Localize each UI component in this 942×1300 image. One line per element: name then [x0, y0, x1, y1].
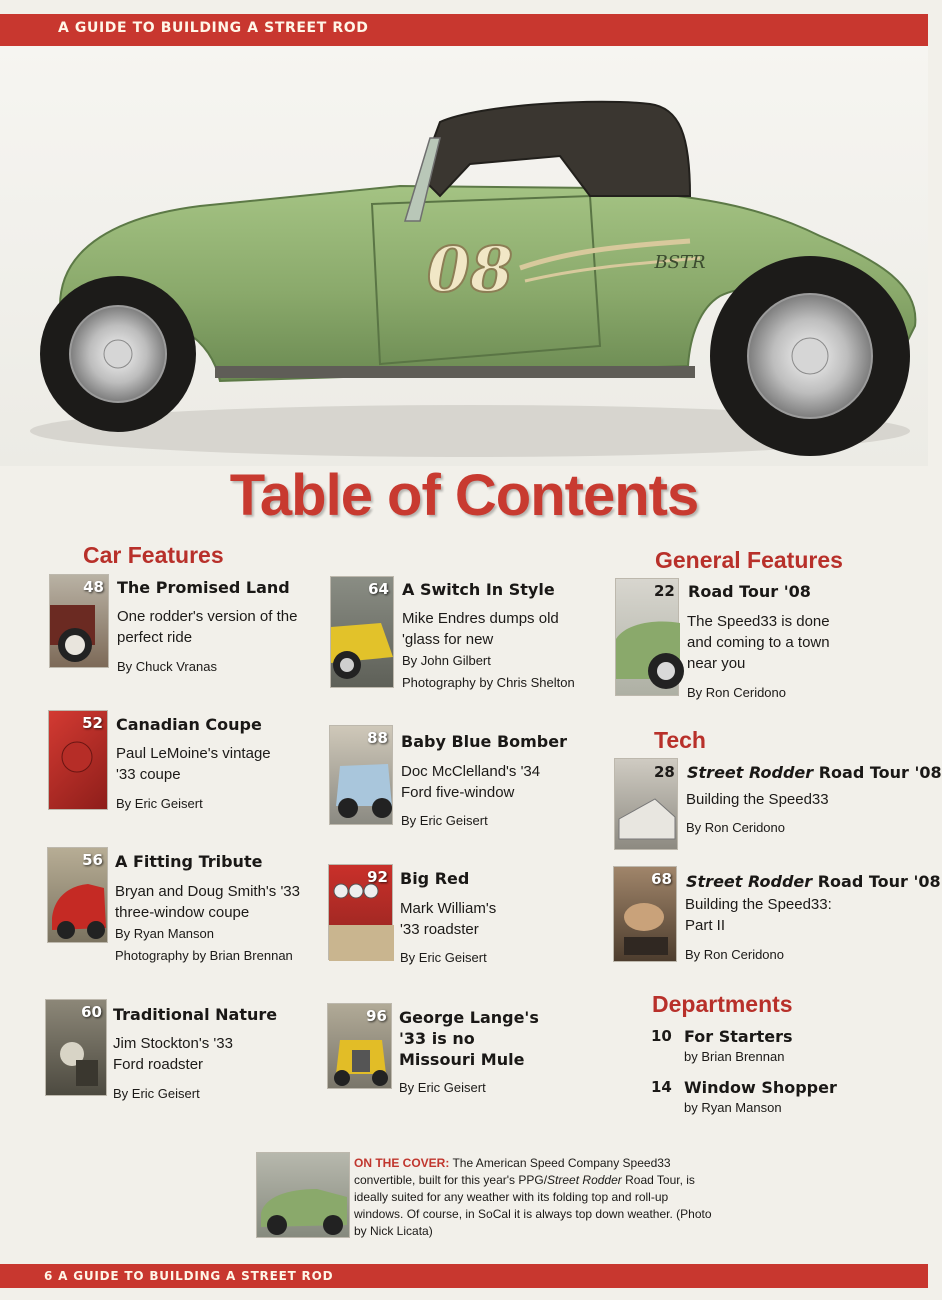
- article-description: One rodder's version of the perfect ride: [117, 608, 298, 646]
- page-number: 68: [651, 870, 672, 888]
- article-byline: By Eric Geisert: [116, 796, 203, 811]
- article-description: Mark William's '33 roadster: [400, 900, 497, 938]
- article-thumbnail[interactable]: [49, 574, 109, 668]
- article-byline: By Eric Geisert: [400, 950, 487, 965]
- hero-badge: BSTR: [654, 252, 706, 273]
- article-byline: By Eric Geisert: [113, 1086, 200, 1101]
- page-number: 96: [366, 1007, 387, 1025]
- article-description: Building the Speed33: [686, 791, 829, 808]
- article-thumbnail[interactable]: [48, 710, 108, 810]
- article-description: Mike Endres dumps old 'glass for new: [402, 610, 559, 648]
- article-title[interactable]: George Lange's '33 is no Missouri Mule: [399, 1008, 539, 1069]
- article-byline: By Eric Geisert: [401, 813, 488, 828]
- cover-caption: ON THE COVER: The American Speed Company Speed33 convertible, built for this year's PPG/Street Rodder Road Tour, is ideally suited for any weather with its folding top and roll-up windows. Of course, in SoCal it is always top down weather. (Photo by Nick Licata): [354, 1156, 712, 1238]
- article-byline: By Ron Ceridono: [685, 947, 784, 962]
- page-number: 52: [82, 714, 103, 732]
- cover-car-icon: [257, 1153, 351, 1239]
- page-number: 56: [82, 851, 103, 869]
- section-heading-tech: Tech: [654, 727, 706, 753]
- page-number: 10: [651, 1027, 672, 1045]
- article-thumbnail[interactable]: [45, 999, 107, 1096]
- department-title[interactable]: Window Shopper: [684, 1078, 837, 1097]
- article-byline: By Ron Ceridono: [686, 820, 785, 835]
- page-number: 14: [651, 1078, 672, 1096]
- article-title[interactable]: Road Tour '08: [688, 582, 811, 601]
- article-thumbnail[interactable]: [327, 1003, 392, 1089]
- article-thumbnail[interactable]: [330, 576, 394, 688]
- article-title[interactable]: The Promised Land: [117, 578, 290, 597]
- article-thumbnail[interactable]: [328, 864, 393, 960]
- header-label: A GUIDE TO BUILDING A STREET ROD: [58, 20, 369, 36]
- article-byline: By Eric Geisert: [399, 1080, 486, 1095]
- article-byline: By John Gilbert Photography by Chris Shelton: [402, 653, 575, 690]
- section-heading-general-features: General Features: [655, 547, 843, 573]
- article-title[interactable]: A Switch In Style: [402, 580, 555, 599]
- department-byline: by Brian Brennan: [684, 1049, 785, 1064]
- page-number: 92: [367, 868, 388, 886]
- footer-label: 6 A GUIDE TO BUILDING A STREET ROD: [44, 1269, 334, 1283]
- article-description: Doc McClelland's '34 Ford five-window: [401, 763, 541, 801]
- article-byline: By Ryan Manson Photography by Brian Brennan: [115, 926, 293, 963]
- article-byline: By Ron Ceridono: [687, 685, 786, 700]
- footer-page-number: 6: [44, 1269, 54, 1283]
- department-title[interactable]: For Starters: [684, 1027, 793, 1046]
- cover-thumbnail[interactable]: [256, 1152, 350, 1238]
- article-description: The Speed33 is done and coming to a town near you: [687, 613, 830, 672]
- section-heading-car-features: Car Features: [83, 542, 224, 568]
- article-title[interactable]: Baby Blue Bomber: [401, 732, 567, 751]
- hero-car-illustration: [0, 46, 928, 466]
- article-description: Bryan and Doug Smith's '33 three-window coupe: [115, 883, 300, 921]
- article-title[interactable]: A Fitting Tribute: [115, 852, 263, 871]
- article-description: Paul LeMoine's vintage '33 coupe: [116, 745, 271, 783]
- article-title[interactable]: Big Red: [400, 869, 470, 888]
- hero-image: [0, 46, 928, 466]
- page-number: 60: [81, 1003, 102, 1021]
- page-number: 48: [83, 578, 104, 596]
- section-heading-departments: Departments: [652, 991, 793, 1017]
- article-title[interactable]: Canadian Coupe: [116, 715, 262, 734]
- article-description: Building the Speed33: Part II: [685, 896, 832, 934]
- page-number: 88: [367, 729, 388, 747]
- article-title[interactable]: Traditional Nature: [113, 1005, 278, 1024]
- hero-door-number: 08: [426, 233, 514, 306]
- page-number: 28: [654, 763, 675, 781]
- article-thumbnail[interactable]: [329, 725, 393, 825]
- department-byline: by Ryan Manson: [684, 1100, 782, 1115]
- article-description: Jim Stockton's '33 Ford roadster: [113, 1035, 233, 1073]
- article-thumbnail[interactable]: [47, 847, 108, 943]
- article-title[interactable]: Street Rodder Road Tour '08: [687, 763, 942, 782]
- article-title[interactable]: Street Rodder Road Tour '08: [686, 872, 941, 891]
- article-thumbnail[interactable]: [613, 866, 677, 962]
- page-number: 64: [368, 580, 389, 598]
- cover-caption-label: ON THE COVER:: [354, 1156, 450, 1170]
- page-number: 22: [654, 582, 675, 600]
- page-title: Table of Contents: [229, 463, 699, 528]
- article-byline: By Chuck Vranas: [117, 659, 217, 674]
